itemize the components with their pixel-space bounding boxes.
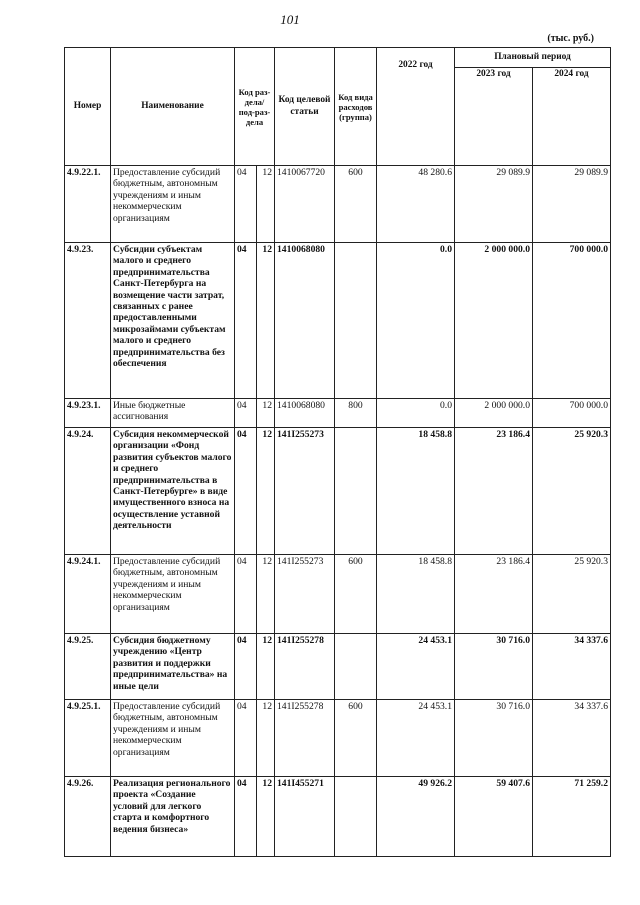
table-row: 4.9.24. Субсидия некоммерческой организации «Фонд развития субъектов малого и среднего предпринимательства в Санкт-Петербурге» в виде имущественного взноса на осуществление уставной деятельности 04 12 141I255273 18 458.8 23 186.4 25 920.3	[65, 428, 611, 555]
table-row: 4.9.22.1. Предоставление субсидий бюджетным, автономным учреждениям и иным некоммерческим организациям 04 12 1410067720 600 48 280.6 29 089.9 29 089.9	[65, 166, 611, 243]
header-planning-period: Плановый период	[455, 48, 611, 68]
table-row: 4.9.23.1. Иные бюджетные ассигнования 04 12 1410068080 800 0.0 2 000 000.0 700 000.0	[65, 399, 611, 428]
table-row: 4.9.25.1. Предоставление субсидий бюджетным, автономным учреждениям и иным некоммерческим организациям 04 12 141I255278 600 24 453.1 30 716.0 34 337.6	[65, 700, 611, 777]
header-2022: 2022 год	[377, 48, 455, 166]
header-2023: 2023 год	[455, 68, 533, 166]
table-row: 4.9.23. Субсидии субъектам малого и среднего предпринимательства Санкт-Петербурга на возмещение части затрат, связанных с ранее предоставленными микрозаймами субъектам малого и среднего предпринимательства без обеспечения 04 12 1410068080 0.0 2 000 000.0 700 000.0	[65, 243, 611, 399]
header-name: Наименование	[111, 48, 235, 166]
header-expense-type: Код вида расходов (группа)	[335, 48, 377, 166]
header-section: Код раз-дела/ под-раз-дела	[235, 48, 275, 166]
page-number: 101	[280, 12, 300, 27]
header-target: Код целевой статьи	[275, 48, 335, 166]
header-number: Номер	[65, 48, 111, 166]
table-row: 4.9.25. Субсидия бюджетному учреждению «Центр развития и поддержки предпринимательства» на иные цели 04 12 141I255278 24 453.1 30 716.0 34 337.6	[65, 634, 611, 700]
table-row: 4.9.26. Реализация регионального проекта «Создание условий для легкого старта и комфортного ведения бизнеса» 04 12 141I455271 49 926.2 59 407.6 71 259.2	[65, 777, 611, 857]
units-label: (тыс. руб.)	[547, 33, 594, 44]
header-2024: 2024 год	[533, 68, 611, 166]
budget-table	[64, 47, 611, 857]
table-row: 4.9.24.1. Предоставление субсидий бюджетным, автономным учреждениям и иным некоммерческим организациям 04 12 141I255273 600 18 458.8 23 186.4 25 920.3	[65, 555, 611, 634]
